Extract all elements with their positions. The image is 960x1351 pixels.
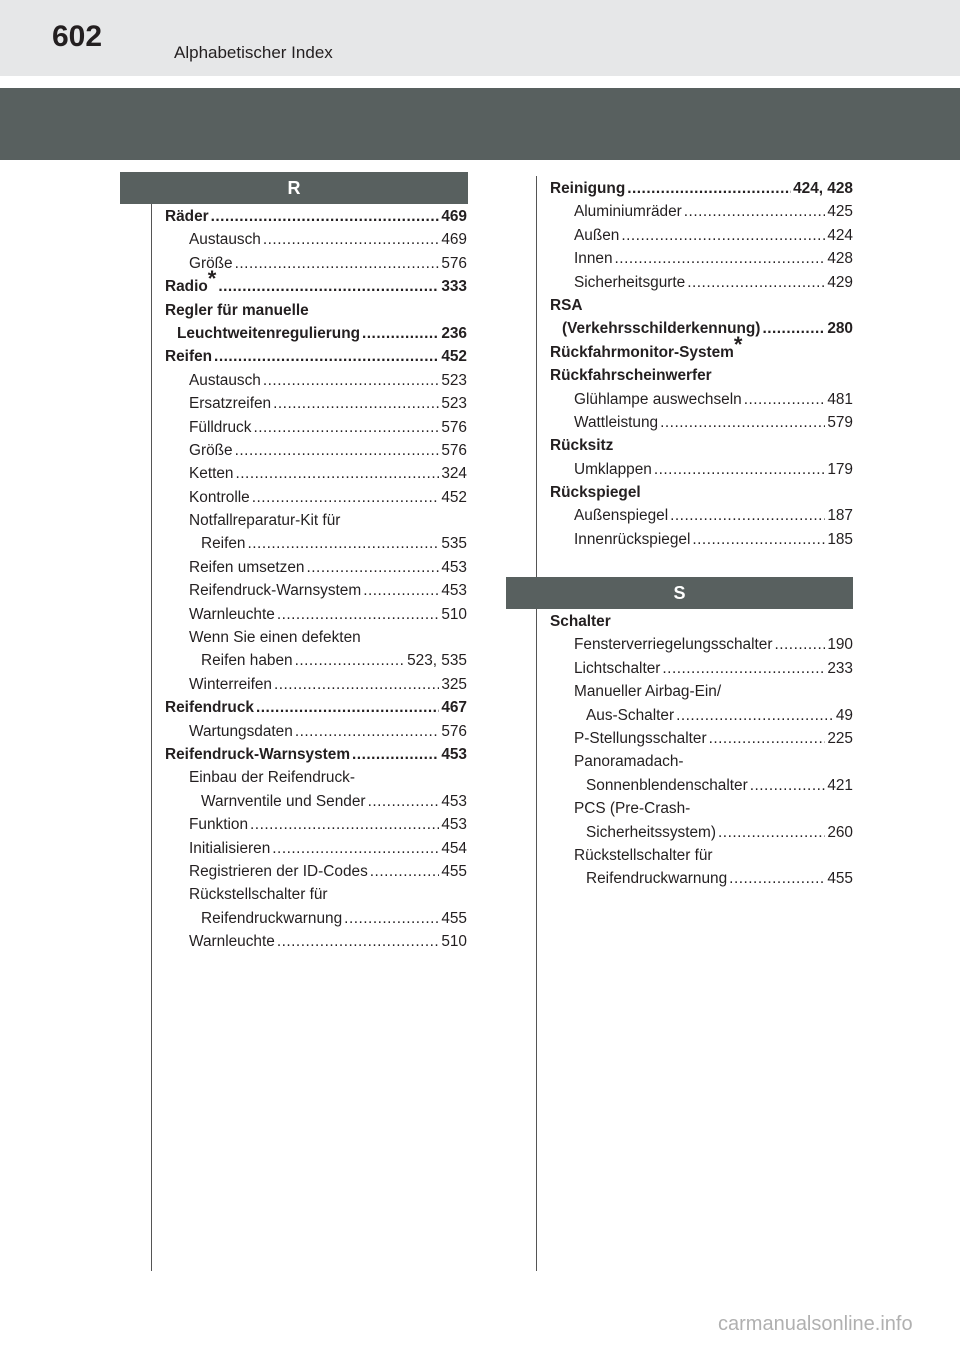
index-entry-term: Reifendruckwarnung xyxy=(201,909,343,927)
asterisk-marker: * xyxy=(207,266,217,292)
dot-leader xyxy=(654,458,825,481)
index-entry-term: Notfallreparatur-Kit für xyxy=(189,512,341,530)
index-entry-term: Wenn Sie einen defekten xyxy=(189,629,361,647)
index-entry-page: 325 xyxy=(441,675,467,693)
index-entry xyxy=(165,532,467,555)
index-entry xyxy=(550,844,853,867)
index-entry-page: 233 xyxy=(827,659,853,677)
dot-leader xyxy=(718,821,825,844)
page-header-bar xyxy=(0,0,960,76)
index-entry-page: 280 xyxy=(827,320,853,338)
index-entry-page: 421 xyxy=(827,776,853,794)
index-entry xyxy=(550,680,853,703)
index-entry-term: Rücksitz xyxy=(550,437,614,455)
index-entry xyxy=(550,434,853,457)
index-entry xyxy=(165,696,467,719)
index-entry-term: Initialisieren xyxy=(189,839,271,857)
index-entry xyxy=(550,317,853,340)
index-entry xyxy=(165,673,467,696)
index-entry xyxy=(550,867,853,890)
index-entry xyxy=(165,205,467,228)
index-entry-page: 510 xyxy=(441,605,467,623)
index-entry-page: 185 xyxy=(827,530,853,548)
dot-leader xyxy=(627,177,791,200)
index-entry-term: Kontrolle xyxy=(189,488,250,506)
index-entry-term: Sonnenblendenschalter xyxy=(586,776,748,794)
index-column-right-r xyxy=(550,177,853,551)
index-entry-term: Warnleuchte xyxy=(189,933,275,951)
dot-leader xyxy=(660,411,825,434)
index-entry-term: Regler für manuelle xyxy=(165,301,309,319)
index-entry-page: 179 xyxy=(827,460,853,478)
index-entry-term: P-Stellungsschalter xyxy=(574,729,707,747)
dot-leader xyxy=(362,322,439,345)
dot-leader xyxy=(744,388,826,411)
right-column-rule xyxy=(536,176,537,1271)
index-entry xyxy=(550,657,853,680)
index-entry-term: Rückstellschalter für xyxy=(574,846,713,864)
index-entry xyxy=(165,813,467,836)
index-entry xyxy=(550,750,853,773)
index-entry-page: 454 xyxy=(441,839,467,857)
index-entry-term: Reifen xyxy=(201,535,246,553)
dot-leader xyxy=(687,271,825,294)
dot-leader xyxy=(236,462,440,485)
index-entry-term: Räder xyxy=(165,208,209,225)
index-entry xyxy=(165,369,467,392)
dot-leader xyxy=(253,416,439,439)
dot-leader xyxy=(692,528,825,551)
index-entry xyxy=(550,271,853,294)
index-entry-term: Registrieren der ID-Codes xyxy=(189,862,368,880)
index-entry xyxy=(550,821,853,844)
dot-leader xyxy=(670,504,825,527)
index-entry-page: 523 xyxy=(441,371,467,389)
index-entry xyxy=(550,331,853,364)
index-entry-page: 523 xyxy=(441,395,467,413)
dot-leader xyxy=(272,837,439,860)
index-entry-term: Einbau der Reifendruck- xyxy=(189,769,355,787)
dot-leader xyxy=(307,556,440,579)
index-entry-term: Austausch xyxy=(189,231,261,249)
index-entry-term: Reifen umsetzen xyxy=(189,558,305,576)
dot-leader xyxy=(729,867,825,890)
index-entry-term: Manueller Airbag-Ein/ xyxy=(574,683,722,701)
dot-leader xyxy=(762,317,825,340)
index-entry xyxy=(550,411,853,434)
index-entry-term: Leuchtweitenregulierung xyxy=(177,324,360,342)
dot-leader xyxy=(273,392,439,415)
index-entry xyxy=(165,883,467,906)
dot-leader xyxy=(295,720,440,743)
index-entry-page: 424 xyxy=(827,226,853,244)
index-entry xyxy=(550,727,853,750)
index-entry-page: 453 xyxy=(441,792,467,810)
index-entry xyxy=(165,266,467,298)
index-entry-page: 429 xyxy=(827,273,853,291)
watermark: carmanualsonline.info xyxy=(718,1313,913,1335)
dot-leader xyxy=(235,439,440,462)
index-entry-term: Rückstellschalter für xyxy=(189,886,328,904)
index-entry-term: Fensterverriegelungsschalter xyxy=(574,636,773,654)
dot-leader xyxy=(256,696,439,719)
dot-leader xyxy=(250,813,439,836)
dot-leader xyxy=(263,369,439,392)
index-entry-page: 579 xyxy=(827,413,853,431)
index-entry xyxy=(165,766,467,789)
dot-leader xyxy=(277,603,439,626)
letter-header-s xyxy=(506,577,853,609)
section-title: Alphabetischer Index xyxy=(174,43,333,62)
index-entry-term: Außenspiegel xyxy=(574,507,669,525)
index-entry-page: 190 xyxy=(827,636,853,654)
index-entry-page: 225 xyxy=(827,729,853,747)
index-entry-page: 455 xyxy=(441,909,467,927)
index-entry xyxy=(550,774,853,797)
index-entry-page: 535 xyxy=(441,535,467,553)
index-entry-term: Aus-Schalter xyxy=(586,706,675,724)
dot-leader xyxy=(263,228,439,251)
index-entry-page: 523, 535 xyxy=(407,652,467,670)
index-entry xyxy=(165,486,467,509)
index-entry-page: 425 xyxy=(827,203,853,221)
index-entry xyxy=(165,416,467,439)
index-entry xyxy=(165,790,467,813)
index-entry-term: Panoramadach- xyxy=(574,753,684,771)
index-column-right-s xyxy=(550,610,853,891)
index-entry-term: Reinigung xyxy=(550,180,626,197)
index-entry-page: 576 xyxy=(441,722,467,740)
index-entry-term: Ersatzreifen xyxy=(189,395,272,413)
index-entry-term: Austausch xyxy=(189,371,261,389)
index-entry-term: Sicherheitssystem) xyxy=(586,823,717,841)
dot-leader xyxy=(277,930,439,953)
index-entry xyxy=(165,439,467,462)
index-entry-page: 324 xyxy=(441,465,467,483)
index-entry-page: 424, 428 xyxy=(793,180,853,197)
page-number: 602 xyxy=(52,20,103,53)
index-entry xyxy=(550,388,853,411)
index-entry xyxy=(550,633,853,656)
index-entry xyxy=(165,720,467,743)
index-entry xyxy=(165,743,467,766)
index-entry-page: 453 xyxy=(441,558,467,576)
index-entry-page: 467 xyxy=(441,699,467,717)
index-entry xyxy=(165,299,467,322)
index-entry-term: Reifen haben xyxy=(201,652,293,670)
index-entry-term: Warnventile und Sender xyxy=(201,792,366,810)
letter-s-label: S xyxy=(673,582,686,603)
index-entry xyxy=(550,528,853,551)
dot-leader xyxy=(252,486,440,509)
index-entry-page: 469 xyxy=(441,231,467,249)
dot-leader xyxy=(214,345,439,368)
index-entry-term: Reifendruckwarnung xyxy=(586,870,728,888)
dot-leader xyxy=(235,252,440,275)
index-entry-term: Warnleuchte xyxy=(189,605,275,623)
dot-leader xyxy=(211,205,440,228)
index-entry xyxy=(165,345,467,368)
index-entry-page: 453 xyxy=(441,745,467,763)
index-entry xyxy=(550,200,853,223)
index-entry xyxy=(165,322,467,345)
index-entry xyxy=(550,177,853,200)
index-entry-term: Funktion xyxy=(189,816,249,834)
dot-leader xyxy=(218,275,439,298)
index-entry-page: 260 xyxy=(827,823,853,841)
dot-leader xyxy=(662,657,825,680)
letter-r-label: R xyxy=(287,177,301,198)
index-entry-term: Rückfahrmonitor-System xyxy=(550,343,734,361)
index-entry-term: Aluminiumräder xyxy=(574,203,682,221)
index-entry xyxy=(165,579,467,602)
dot-leader xyxy=(615,247,826,270)
index-entry-term: Größe xyxy=(189,254,233,272)
index-entry-page: 453 xyxy=(441,816,467,834)
dot-leader xyxy=(295,649,406,672)
index-entry xyxy=(165,462,467,485)
index-entry-term: Größe xyxy=(189,441,233,459)
index-entry-page: 428 xyxy=(827,250,853,268)
index-entry xyxy=(165,509,467,532)
index-entry-page: 576 xyxy=(441,254,467,272)
chapter-band xyxy=(0,88,960,160)
index-entry-page: 469 xyxy=(441,208,467,225)
index-entry xyxy=(550,610,853,633)
dot-leader xyxy=(676,704,834,727)
dot-leader xyxy=(709,727,826,750)
index-entry-term: Rückfahrscheinwerfer xyxy=(550,367,712,385)
index-entry xyxy=(550,224,853,247)
index-entry xyxy=(165,556,467,579)
index-entry-term: Umklappen xyxy=(574,460,652,478)
index-entry-page: 452 xyxy=(441,488,467,506)
index-entry xyxy=(550,481,853,504)
dot-leader xyxy=(274,673,439,696)
index-entry-page: 576 xyxy=(441,441,467,459)
index-entry xyxy=(165,860,467,883)
letter-header-r xyxy=(120,172,468,204)
asterisk-marker: * xyxy=(733,331,743,357)
index-entry xyxy=(550,294,853,317)
index-entry-term: Wartungsdaten xyxy=(189,722,293,740)
index-entry xyxy=(550,504,853,527)
index-entry-term: Glühlampe auswechseln xyxy=(574,390,742,408)
dot-leader xyxy=(750,774,826,797)
index-entry-term: Lichtschalter xyxy=(574,659,661,677)
dot-leader xyxy=(248,532,440,555)
index-entry-page: 510 xyxy=(441,933,467,951)
index-entry-term: Innen xyxy=(574,250,613,268)
index-entry xyxy=(550,797,853,820)
left-column-rule xyxy=(151,203,152,1271)
index-entry xyxy=(550,247,853,270)
index-entry-term: Reifendruck xyxy=(165,699,254,717)
index-entry-term: Fülldruck xyxy=(189,418,252,436)
index-entry-term: PCS (Pre-Crash- xyxy=(574,800,691,818)
index-entry-term: Schalter xyxy=(550,613,611,630)
index-entry xyxy=(165,930,467,953)
index-entry-term: Außen xyxy=(574,226,620,244)
index-entry xyxy=(165,907,467,930)
index-entry-page: 455 xyxy=(827,870,853,888)
index-entry-page: 333 xyxy=(441,278,467,296)
dot-leader xyxy=(363,579,439,602)
index-entry-page: 576 xyxy=(441,418,467,436)
index-entry xyxy=(165,649,467,672)
index-entry xyxy=(165,837,467,860)
index-entry-term: Wattleistung xyxy=(574,413,659,431)
index-entry-page: 236 xyxy=(441,324,467,342)
index-entry-term: Reifen xyxy=(165,348,213,366)
index-entry xyxy=(550,364,853,387)
index-entry-page: 187 xyxy=(827,507,853,525)
dot-leader xyxy=(344,907,439,930)
index-entry-page: 455 xyxy=(441,862,467,880)
dot-leader xyxy=(368,790,440,813)
index-entry-term: Reifendruck-Warnsystem xyxy=(165,745,351,763)
index-entry-page: 49 xyxy=(835,706,853,724)
index-entry-term: Winterreifen xyxy=(189,675,272,693)
index-entry xyxy=(165,626,467,649)
index-entry-term: Sicherheitsgurte xyxy=(574,273,686,291)
dot-leader xyxy=(684,200,826,223)
index-entry xyxy=(165,392,467,415)
index-entry-term: Rückspiegel xyxy=(550,484,641,502)
index-entry xyxy=(165,228,467,251)
dot-leader xyxy=(352,743,439,766)
index-entry xyxy=(165,603,467,626)
index-entry-term: Reifendruck-Warnsystem xyxy=(189,582,362,600)
index-entry-term: Radio xyxy=(165,278,208,296)
index-entry-term: Ketten xyxy=(189,465,234,483)
dot-leader xyxy=(370,860,440,883)
index-entry-term: Innenrückspiegel xyxy=(574,530,691,548)
dot-leader xyxy=(621,224,825,247)
index-entry-page: 452 xyxy=(441,348,467,366)
index-entry xyxy=(550,458,853,481)
index-entry-page: 481 xyxy=(827,390,853,408)
dot-leader xyxy=(774,633,825,656)
index-entry-page: 453 xyxy=(441,582,467,600)
index-column-left xyxy=(165,205,467,954)
index-entry-term: RSA xyxy=(550,296,583,314)
index-entry xyxy=(550,704,853,727)
index-entry-term: (Verkehrsschilderkennung) xyxy=(562,320,761,338)
